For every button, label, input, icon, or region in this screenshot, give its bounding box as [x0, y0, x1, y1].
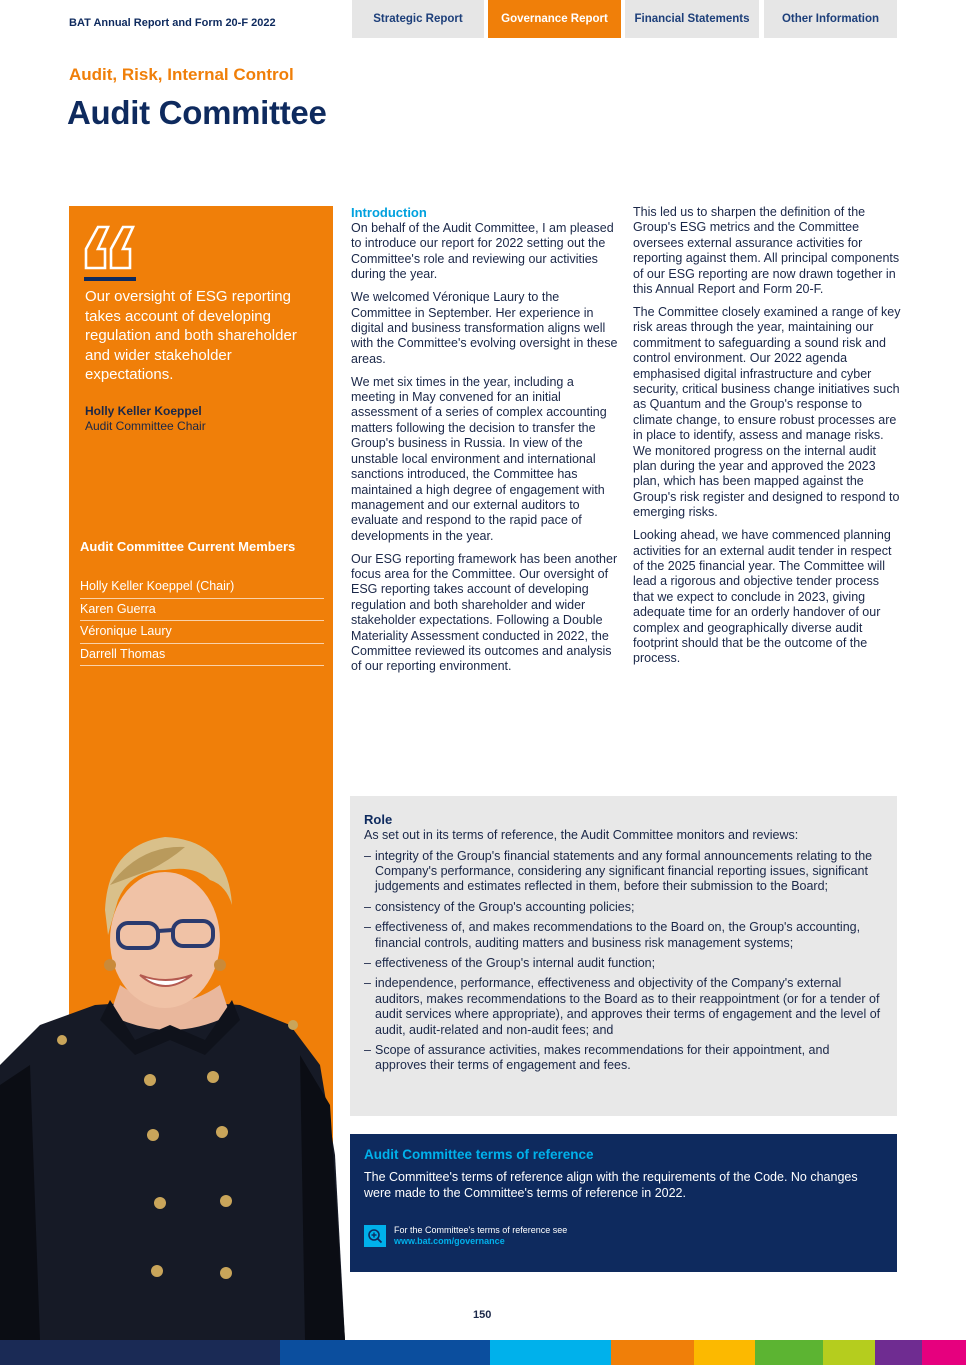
role-item: – consistency of the Group's accounting policies; [364, 900, 883, 915]
quote-author-role: Audit Committee Chair [85, 419, 206, 433]
pull-quote: Our oversight of ESG reporting takes account of developing regulation and both shareholder and wider stakeholder expectations. [85, 288, 297, 383]
color-segment [0, 1340, 280, 1365]
intro-paragraph: The Committee closely examined a range of key risk areas through the year, maintaining our commitment to safeguarding a sound risk and control environment. Our 2022 agenda emphasised digital infrastructure and cyber security, critical business change initiatives such as Quantum and the Group's response to climate change, to ensure robust processes are in place to identify, assess and manage risks. We monitored progress on the internal audit plan during the year and approved the 2023 plan, which has been mapped against the Group's risk register and designed to respond to emerging risks. [633, 304, 901, 520]
member-item: Véronique Laury [80, 621, 324, 644]
color-segment [875, 1340, 922, 1365]
chair-portrait-image [0, 825, 345, 1340]
section-label: Audit, Risk, Internal Control [69, 65, 294, 84]
tab-financial-statements[interactable]: Financial Statements [625, 0, 759, 38]
intro-column-2 [633, 205, 901, 674]
role-item: – effectiveness of the Group's internal audit function; [364, 956, 883, 971]
color-segment [694, 1340, 755, 1365]
role-item: – integrity of the Group's financial statements and any formal announcements relating to the Company's performance, considering any significant financial reporting issues, significant judgements and estimates reflected in them, before their submission to the Board; [364, 849, 883, 895]
member-item: Karen Guerra [80, 599, 324, 622]
page-title: Audit Committee [67, 94, 327, 131]
page-number: 150 [473, 1309, 492, 1321]
members-list [80, 576, 324, 666]
color-segment [490, 1340, 611, 1365]
role-item: – effectiveness of, and makes recommendations to the Board on, the Group's accounting, financial controls, auditing matters and business risk management systems; [364, 920, 883, 951]
quote-icon [84, 224, 138, 282]
role-box [350, 796, 897, 1116]
intro-paragraph: We welcomed Véronique Laury to the Committee in September. Her experience in digital and business transformation aligns well with the Committee's evolving oversight in these areas. [351, 290, 618, 366]
color-segment [922, 1340, 966, 1365]
terms-link-row[interactable] [364, 1225, 567, 1247]
members-title: Audit Committee Current Members [80, 539, 296, 554]
intro-heading: Introduction [351, 205, 427, 220]
color-segment [755, 1340, 823, 1365]
intro-paragraph: Our ESG reporting framework has been another focus area for the Committee. Our oversight of ESG reporting takes account of developing regulation and both shareholder and wider stakeholder expectations. Following a Double Materiality Assessment conducted in 2022, the Committee reviewed its outcomes and analysis of our reporting environment. [351, 551, 618, 674]
tab-other-information[interactable]: Other Information [764, 0, 897, 38]
intro-column-1 [351, 205, 618, 682]
role-list [364, 849, 883, 1074]
role-heading: Role [364, 812, 393, 827]
color-segment [823, 1340, 875, 1365]
terms-of-reference-box [350, 1134, 897, 1272]
color-segment [611, 1340, 694, 1365]
color-segment [280, 1340, 490, 1365]
role-item: – Scope of assurance activities, makes recommendations for their appointment, and approves their terms of engagement and fees. [364, 1043, 883, 1074]
link-caption: For the Committee's terms of reference see [394, 1225, 568, 1235]
governance-link[interactable]: www.bat.com/governance [394, 1236, 505, 1246]
terms-text: The Committee's terms of reference align with the requirements of the Code. No changes were made to the Committee's terms of reference in 2022. [364, 1170, 858, 1200]
tab-strategic-report[interactable]: Strategic Report [352, 0, 484, 38]
role-intro: As set out in its terms of reference, the Audit Committee monitors and reviews: [364, 828, 799, 842]
intro-paragraph: This led us to sharpen the definition of the Group's ESG metrics and the Committee oversees external assurance activities for reporting against them. All principal components of our ESG reporting are now drawn together in this Annual Report and Form 20-F. [633, 205, 900, 297]
document-title: BAT Annual Report and Form 20-F 2022 [69, 17, 276, 29]
intro-paragraph: We met six times in the year, including a meeting in May convened for an initial assessment of a series of complex accounting matters following the decision to transfer the Group's business in Russia. In view of the unstable local environment and international sanctions introduced, the Committee has maintained a high degree of engagement with management and our external auditors to evaluate and respond to the rapid pace of developments in the year. [351, 374, 607, 543]
member-item: Darrell Thomas [80, 644, 324, 667]
tab-governance-report[interactable]: Governance Report [488, 0, 621, 38]
role-item: – independence, performance, effectiveness and objectivity of the Company's external auditors, makes recommendations to the Board as to their reappointment (or for a tender of audit services where appropriate), and approves their terms of engagement and the level of audit, audit-related and non-audit fees; and [364, 976, 883, 1038]
terms-heading: Audit Committee terms of reference [364, 1147, 594, 1162]
quote-author: Holly Keller Koeppel [85, 404, 202, 418]
intro-paragraph: Looking ahead, we have commenced planning activities for an external audit tender in respect of the 2025 financial year. The Committee will lead a rigorous and objective tender process that we expect to conclude in 2023, giving adequate time for an orderly handover of our complex and geographically diverse audit footprint should that be the outcome of the process. [633, 528, 892, 666]
intro-paragraph: On behalf of the Audit Committee, I am pleased to introduce our report for 2022 setting out the Committee's role and reviewing our activities during the year. [351, 221, 614, 282]
footer-color-bar [0, 1340, 966, 1365]
zoom-in-icon[interactable] [364, 1225, 386, 1247]
member-item: Holly Keller Koeppel (Chair) [80, 576, 324, 599]
